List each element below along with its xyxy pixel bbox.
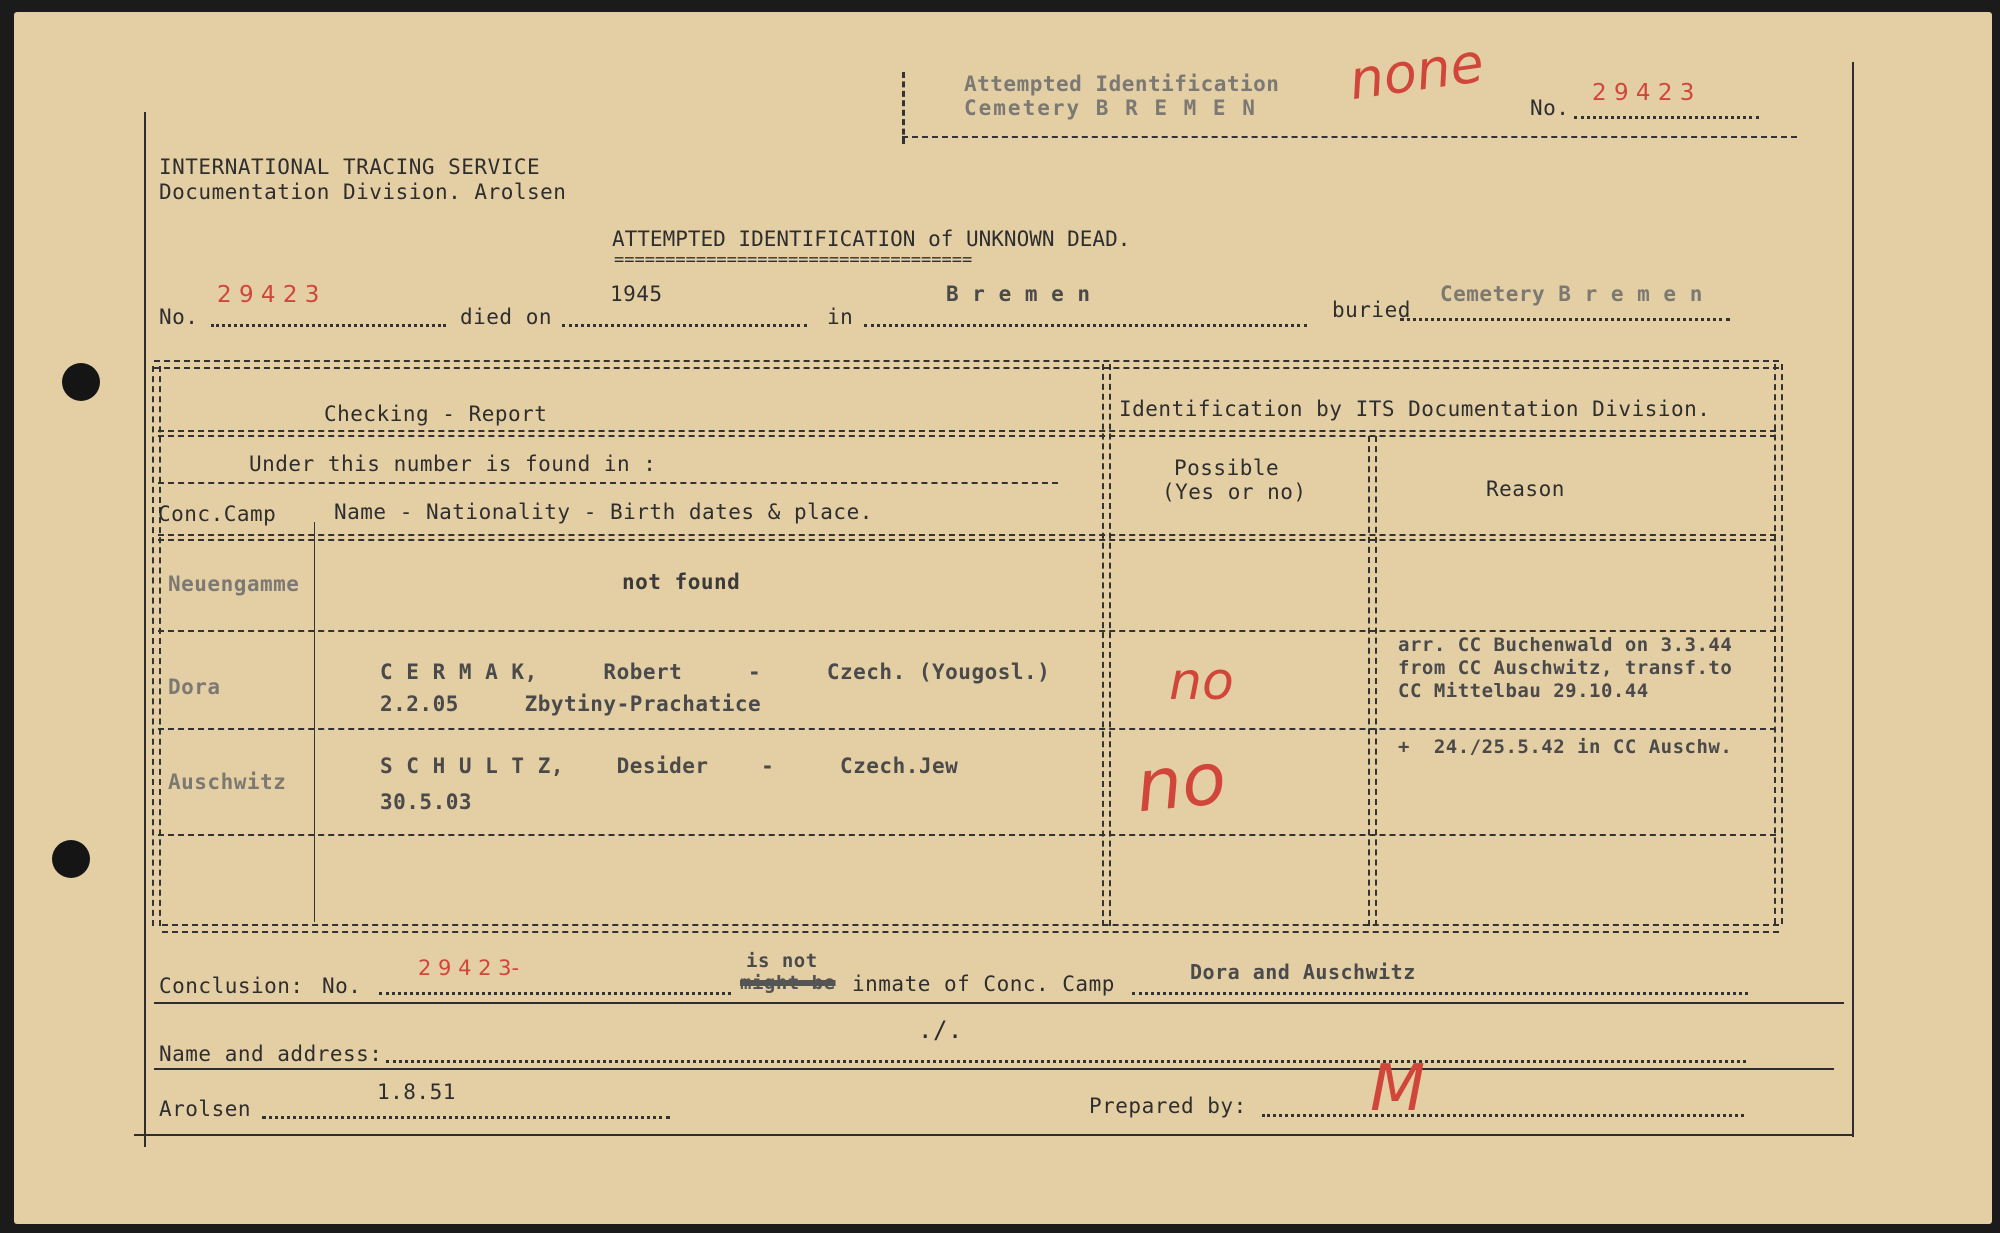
stamp-no-label: No. bbox=[1530, 96, 1570, 120]
row1-name: not found bbox=[622, 570, 741, 594]
punch-hole-bottom bbox=[52, 840, 90, 878]
row2-possible: no bbox=[1169, 652, 1234, 712]
table-divider-camp bbox=[314, 522, 315, 922]
record-buried-value: Cemetery B r e m e n bbox=[1440, 282, 1703, 306]
footer-date-dots bbox=[262, 1116, 670, 1119]
conclusion-no-dots bbox=[379, 992, 731, 995]
found-in-underline bbox=[158, 482, 1058, 484]
identification-header: Identification by ITS Documentation Division. bbox=[1119, 397, 1711, 421]
name-address-dots bbox=[386, 1060, 1746, 1063]
column-header-separator bbox=[158, 534, 1776, 541]
stamp-box-bottom bbox=[902, 136, 1797, 138]
record-in-dots bbox=[864, 324, 1307, 327]
row3-possible: no bbox=[1131, 735, 1230, 829]
bottom-frame-line bbox=[134, 1134, 1854, 1136]
col-possible-header-2: (Yes or no) bbox=[1162, 480, 1307, 504]
conclusion-rule bbox=[154, 1002, 1844, 1004]
table-divider-possible bbox=[1368, 436, 1377, 926]
stamp-line2: Cemetery B R E M E N bbox=[964, 96, 1257, 120]
row2-camp: Dora bbox=[168, 675, 221, 699]
conclusion-inmate-text: inmate of Conc. Camp bbox=[852, 972, 1115, 996]
name-address-label: Name and address: bbox=[159, 1042, 383, 1066]
stamp-box-left bbox=[902, 72, 905, 144]
punch-hole-top bbox=[62, 363, 100, 401]
row3-separator bbox=[158, 834, 1776, 836]
found-in-label: Under this number is found in : bbox=[249, 452, 657, 476]
row3-name-line2: 30.5.03 bbox=[380, 790, 473, 814]
table-right-border bbox=[1774, 364, 1783, 924]
table-divider-checking bbox=[1102, 364, 1111, 926]
record-no-value: 2 9 4 2 3 bbox=[217, 282, 320, 308]
col-possible-header-1: Possible bbox=[1174, 456, 1280, 480]
record-buried-label: buried bbox=[1332, 298, 1411, 322]
col-name-header: Name - Nationality - Birth dates & place. bbox=[334, 500, 873, 524]
record-died-value: 1945 bbox=[610, 282, 663, 306]
row2-name-line2: 2.2.05 Zbytiny-Prachatice bbox=[380, 692, 762, 716]
conclusion-camp-dots bbox=[1132, 992, 1748, 995]
org-line1: INTERNATIONAL TRACING SERVICE bbox=[159, 155, 541, 179]
table-bottom-border bbox=[162, 924, 1779, 933]
prepared-by-initials: M bbox=[1370, 1052, 1426, 1126]
row1-camp: Neuengamme bbox=[168, 572, 300, 596]
prepared-by-label: Prepared by: bbox=[1089, 1094, 1247, 1118]
prepared-by-dots bbox=[1262, 1114, 1744, 1117]
header-separator bbox=[158, 430, 1776, 437]
record-in-value: B r e m e n bbox=[946, 282, 1091, 306]
record-died-dots bbox=[562, 324, 807, 327]
row3-camp: Auschwitz bbox=[168, 770, 287, 794]
record-in-label: in bbox=[827, 305, 854, 329]
table-left-border bbox=[152, 366, 161, 926]
conclusion-no-label: No. bbox=[322, 974, 362, 998]
conclusion-is-not: is not bbox=[746, 950, 818, 972]
org-line2: Documentation Division. Arolsen bbox=[159, 180, 567, 204]
handwritten-none: none bbox=[1345, 30, 1488, 113]
row1-separator bbox=[158, 630, 1776, 632]
checking-report-header: Checking - Report bbox=[324, 402, 548, 426]
stamp-no-value: 2 9 4 2 3 bbox=[1592, 80, 1695, 106]
footer-date: 1.8.51 bbox=[377, 1080, 456, 1104]
record-no-label: No. bbox=[159, 305, 199, 329]
col-reason-header: Reason bbox=[1486, 477, 1565, 501]
title-underline: =================================== bbox=[614, 250, 973, 270]
left-margin-line bbox=[144, 112, 146, 1147]
col-camp-header: Conc.Camp bbox=[158, 502, 277, 526]
conclusion-no-value: 2 9 4 2 3- bbox=[418, 956, 520, 980]
conclusion-struck-text: might be bbox=[740, 972, 836, 994]
row2-name-line1: C E R M A K, Robert - Czech. (Yougosl.) bbox=[380, 660, 1051, 684]
row2-reason: arr. CC Buchenwald on 3.3.44 from CC Auschwitz, transf.to CC Mittelbau 29.10.44 bbox=[1398, 634, 1733, 702]
document-card bbox=[14, 12, 1992, 1224]
stamp-no-dots bbox=[1574, 116, 1759, 119]
conclusion-camp-value: Dora and Auschwitz bbox=[1190, 960, 1416, 984]
row2-separator bbox=[158, 728, 1776, 730]
name-address-rule bbox=[154, 1068, 1834, 1070]
record-died-label: died on bbox=[460, 305, 553, 329]
stamp-line1: Attempted Identification bbox=[964, 72, 1280, 96]
footer-place: Arolsen bbox=[159, 1097, 252, 1121]
record-no-dots bbox=[211, 324, 446, 327]
row3-name-line1: S C H U L T Z, Desider - Czech.Jew bbox=[380, 754, 959, 778]
table-top-border bbox=[154, 360, 1779, 369]
right-margin-line bbox=[1852, 62, 1854, 1137]
document-title: ATTEMPTED IDENTIFICATION of UNKNOWN DEAD. bbox=[612, 227, 1131, 251]
record-buried-dots bbox=[1400, 318, 1730, 321]
row3-reason: + 24./25.5.42 in CC Auschw. bbox=[1398, 736, 1733, 758]
name-address-value: ./. bbox=[918, 1016, 963, 1044]
conclusion-label: Conclusion: bbox=[159, 974, 304, 998]
